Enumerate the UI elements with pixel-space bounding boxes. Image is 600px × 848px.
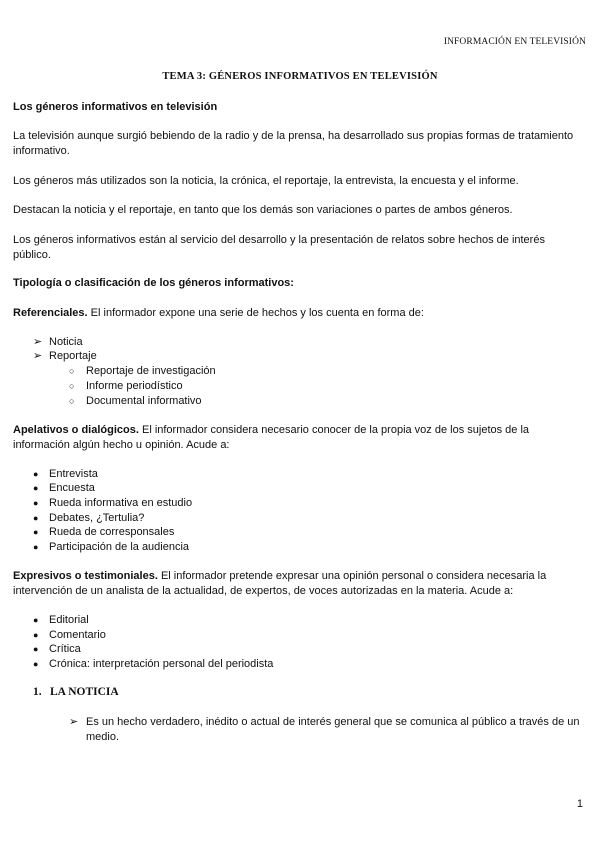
section-heading: Los géneros informativos en televisión [13, 101, 218, 113]
page-number: 1 [576, 798, 583, 810]
list-item: Debates, ¿Tertulia? [49, 512, 145, 524]
list-item: Entrevista [49, 468, 98, 480]
dot-bullet-icon: ● [33, 469, 39, 479]
list-subitem: Documental informativo [86, 395, 202, 407]
dot-bullet-icon: ● [33, 527, 39, 537]
list-item: Rueda de corresponsales [49, 526, 175, 538]
paragraph-3: Destacan la noticia y el reportaje, en tanto que los demás son variaciones o partes de ambos géneros. [13, 204, 513, 216]
list-item: Noticia [49, 336, 83, 348]
dot-bullet-icon: ● [33, 659, 39, 669]
section-1-heading [33, 686, 119, 698]
section-1-point: Es un hecho verdadero, inédito o actual de interés general que se comunica al público a través de un medio. [86, 716, 580, 743]
paragraph-4: Los géneros informativos están al servicio del desarrollo y la presentación de relatos sobre hechos de interés público. [13, 234, 545, 261]
referenciales-label: Referenciales. [13, 307, 88, 319]
list-item: Reportaje [49, 350, 97, 362]
dot-bullet-icon: ● [33, 542, 39, 552]
dot-bullet-icon: ● [33, 513, 39, 523]
circle-bullet-icon: ○ [69, 396, 75, 406]
list-subitem: Informe periodístico [86, 380, 183, 392]
arrow-bullet-icon: ➢ [33, 350, 43, 362]
list-item: Comentario [49, 629, 106, 641]
dot-bullet-icon: ● [33, 615, 39, 625]
list-subitem: Reportaje de investigación [86, 365, 216, 377]
expresivos-label: Expresivos o testimoniales. [13, 570, 158, 582]
dot-bullet-icon: ● [33, 644, 39, 654]
apelativos-text: El informador considera necesario conocer de la propia voz de los sujetos de la información algún hecho u opinión. Acude a: [13, 424, 530, 451]
section-1-title: LA NOTICIA [50, 686, 119, 698]
referenciales-text: El informador expone una serie de hechos y los cuenta en forma de: [87, 307, 424, 319]
expresivos-text: El informador pretende expresar una opinión personal o considera necesaria la intervención de un analista de la actualidad, de expertos, de voces autorizadas en la materia. Acude a: [13, 570, 547, 597]
list-item: Crónica: interpretación personal del periodista [49, 658, 274, 670]
dot-bullet-icon: ● [33, 498, 39, 508]
referenciales-paragraph [13, 306, 585, 321]
dot-bullet-icon: ● [33, 630, 39, 640]
dot-bullet-icon: ● [33, 483, 39, 493]
list-item: Editorial [49, 614, 89, 626]
apelativos-label: Apelativos o dialógicos. [13, 424, 139, 436]
paragraph-2: Los géneros más utilizados son la noticia, la crónica, el reportaje, la entrevista, la encuesta y el informe. [13, 175, 519, 187]
paragraph-1: La televisión aunque surgió bebiendo de la radio y de la prensa, ha desarrollado sus propias formas de tratamiento informativo. [13, 130, 574, 157]
list-item: Rueda informativa en estudio [49, 497, 193, 509]
expresivos-paragraph [13, 569, 585, 598]
apelativos-paragraph [13, 423, 585, 452]
section-1-number: 1. [33, 686, 42, 698]
circle-bullet-icon: ○ [69, 366, 75, 376]
list-item: Encuesta [49, 482, 95, 494]
list-item: Crítica [49, 643, 81, 655]
typology-heading: Tipología o clasificación de los géneros informativos: [13, 277, 294, 289]
list-item: Participación de la audiencia [49, 541, 190, 553]
document-title: TEMA 3: GÉNEROS INFORMATIVOS EN TELEVISIÓN [162, 71, 438, 82]
arrow-bullet-icon: ➢ [69, 716, 79, 728]
running-header: INFORMACIÓN EN TELEVISIÓN [443, 37, 586, 47]
arrow-bullet-icon: ➢ [33, 336, 43, 348]
circle-bullet-icon: ○ [69, 381, 75, 391]
